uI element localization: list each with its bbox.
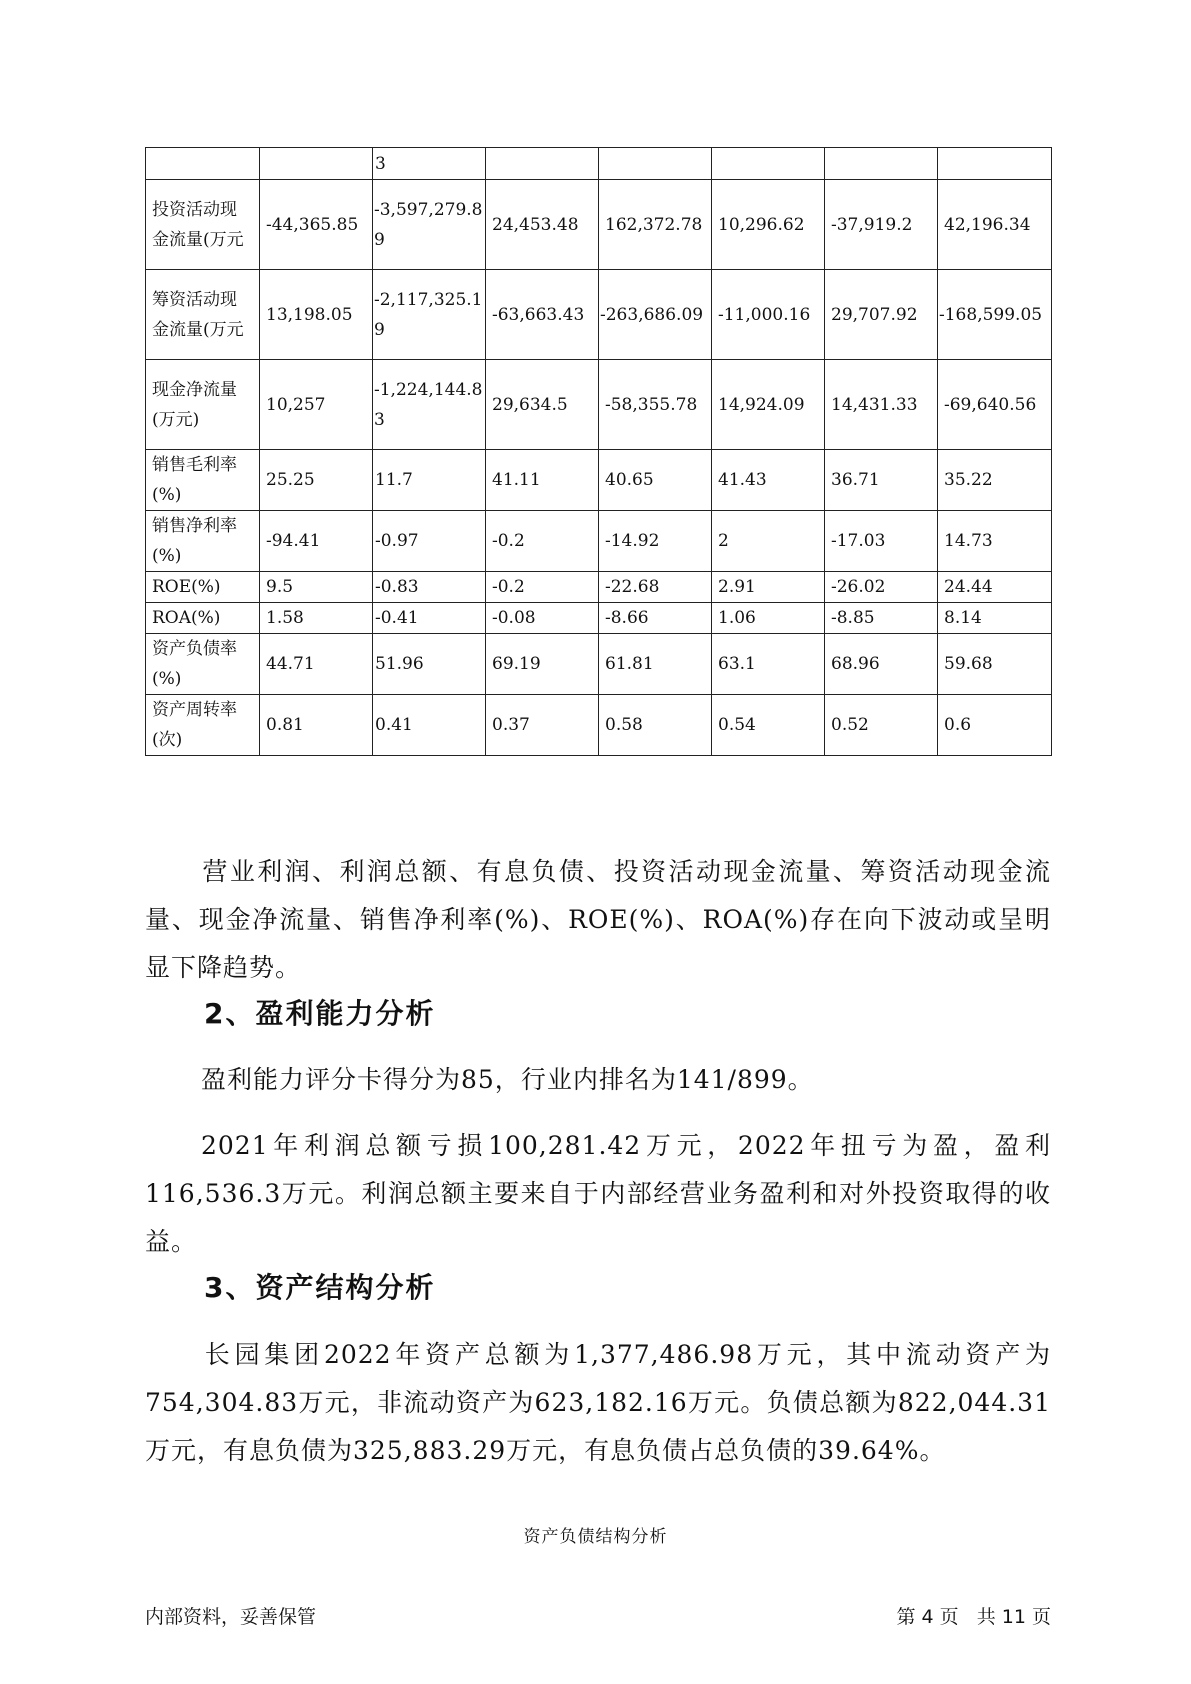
table-cell: -69,640.56: [938, 360, 1052, 450]
table-cell: 59.68: [938, 634, 1052, 695]
table-cell: [825, 148, 938, 180]
table-row: [146, 634, 1052, 695]
table-cell: 0.37: [486, 695, 599, 756]
table-cell: -22.68: [599, 572, 712, 603]
table-cell: 24,453.48: [486, 180, 599, 270]
row-label: 销售净利率(%): [146, 511, 260, 572]
table-cell: 162,372.78: [599, 180, 712, 270]
asset-detail-text: 长园集团2022年资产总额为1,377,486.98万元，其中流动资产为754,304.83万元，非流动资产为623,182.16万元。负债总额为822,044.31万元，有息负债为325,883.29万元，有息负债占总负债的39.64%。: [145, 1340, 1051, 1465]
table-cell: -0.2: [486, 511, 599, 572]
table-cell: 51.96: [373, 634, 486, 695]
table-cell: 0.6: [938, 695, 1052, 756]
financial-table-body: [146, 148, 1052, 756]
table-row: [146, 180, 1052, 270]
table-cell: -0.41: [373, 603, 486, 634]
table-cell: -11,000.16: [712, 270, 825, 360]
profit-detail-paragraph: [145, 1122, 1051, 1266]
table-cell: 2: [712, 511, 825, 572]
table-cell: -44,365.85: [260, 180, 373, 270]
row-label: 资产周转率(次): [146, 695, 260, 756]
table-cell: -37,919.2: [825, 180, 938, 270]
row-label: 销售毛利率(%): [146, 450, 260, 511]
table-cell: -263,686.09: [599, 270, 712, 360]
table-cell: 0.54: [712, 695, 825, 756]
table-cell: 8.14: [938, 603, 1052, 634]
table-cell: [712, 148, 825, 180]
table-row: [146, 450, 1052, 511]
row-label: ROE(%): [146, 572, 260, 603]
table-row: [146, 603, 1052, 634]
table-row: [146, 572, 1052, 603]
table-cell: -17.03: [825, 511, 938, 572]
table-cell: -63,663.43: [486, 270, 599, 360]
table-cell: 0.52: [825, 695, 938, 756]
table-cell: -14.92: [599, 511, 712, 572]
table-cell: 2.91: [712, 572, 825, 603]
table-cell: 1.06: [712, 603, 825, 634]
table-cell: 10,257: [260, 360, 373, 450]
table-cell: 3: [373, 148, 486, 180]
section-heading-asset: 3、资产结构分析: [204, 1271, 436, 1304]
profit-detail-text: 2021年利润总额亏损100,281.42万元，2022年扭亏为盈，盈利116,536.3万元。利润总额主要来自于内部经营业务盈利和对外投资取得的收益。: [145, 1131, 1051, 1256]
row-label: [146, 148, 260, 180]
trend-paragraph: [145, 848, 1051, 992]
table-cell: 61.81: [599, 634, 712, 695]
table-cell: -26.02: [825, 572, 938, 603]
table-cell: 41.11: [486, 450, 599, 511]
table-cell: -8.66: [599, 603, 712, 634]
table-cell: 41.43: [712, 450, 825, 511]
table-cell: 0.81: [260, 695, 373, 756]
table-cell: 14.73: [938, 511, 1052, 572]
table-cell: -168,599.05: [938, 270, 1052, 360]
table-row: [146, 270, 1052, 360]
table-cell: -8.85: [825, 603, 938, 634]
profit-score-text: 盈利能力评分卡得分为85，行业内排名为141/899。: [201, 1065, 814, 1094]
table-cell: 35.22: [938, 450, 1052, 511]
table-cell: 1.58: [260, 603, 373, 634]
table-cell: 14,924.09: [712, 360, 825, 450]
table-cell: [260, 148, 373, 180]
row-label: 现金净流量(万元): [146, 360, 260, 450]
table-cell: 11.7: [373, 450, 486, 511]
table-cell: -94.41: [260, 511, 373, 572]
table-cell: 69.19: [486, 634, 599, 695]
table-cell: 0.41: [373, 695, 486, 756]
table-cell: 14,431.33: [825, 360, 938, 450]
table-cell: 25.25: [260, 450, 373, 511]
table-cell: 0.58: [599, 695, 712, 756]
table-row: [146, 511, 1052, 572]
table-row: [146, 695, 1052, 756]
financial-table: [145, 147, 1052, 756]
table-cell: 42,196.34: [938, 180, 1052, 270]
table-cell: [938, 148, 1052, 180]
trend-text: 营业利润、利润总额、有息负债、投资活动现金流量、筹资活动现金流量、现金净流量、销售净利率(%)、ROE(%)、ROA(%)存在向下波动或呈明显下降趋势。: [145, 857, 1051, 982]
table-cell: 10,296.62: [712, 180, 825, 270]
table-cell: -0.97: [373, 511, 486, 572]
table-row: [146, 360, 1052, 450]
table-cell: 44.71: [260, 634, 373, 695]
table-cell: 9.5: [260, 572, 373, 603]
table-cell: 29,707.92: [825, 270, 938, 360]
table-cell: 40.65: [599, 450, 712, 511]
row-label: ROA(%): [146, 603, 260, 634]
table-cell: -0.08: [486, 603, 599, 634]
table-cell: 63.1: [712, 634, 825, 695]
table-cell: 13,198.05: [260, 270, 373, 360]
table-cell: -2,117,325.19: [373, 270, 486, 360]
figure-caption: 资产负债结构分析: [523, 1527, 668, 1547]
profit-score-paragraph: [145, 1056, 1051, 1104]
table-cell: -1,224,144.83: [373, 360, 486, 450]
table-cell: -58,355.78: [599, 360, 712, 450]
footer-page-number: 第 4 页 共 11 页: [896, 1606, 1051, 1628]
table-row: [146, 148, 1052, 180]
row-label: 筹资活动现金流量(万元: [146, 270, 260, 360]
footer-confidential-note: 内部资料，妥善保管: [145, 1606, 317, 1628]
table-cell: 24.44: [938, 572, 1052, 603]
asset-detail-paragraph: [145, 1331, 1051, 1475]
table-cell: -0.83: [373, 572, 486, 603]
table-cell: 36.71: [825, 450, 938, 511]
table-cell: [486, 148, 599, 180]
table-cell: 29,634.5: [486, 360, 599, 450]
row-label: 投资活动现金流量(万元: [146, 180, 260, 270]
section-heading-profit: 2、盈利能力分析: [204, 997, 436, 1030]
table-cell: 68.96: [825, 634, 938, 695]
table-cell: -0.2: [486, 572, 599, 603]
table-cell: -3,597,279.89: [373, 180, 486, 270]
row-label: 资产负债率(%): [146, 634, 260, 695]
table-cell: [599, 148, 712, 180]
